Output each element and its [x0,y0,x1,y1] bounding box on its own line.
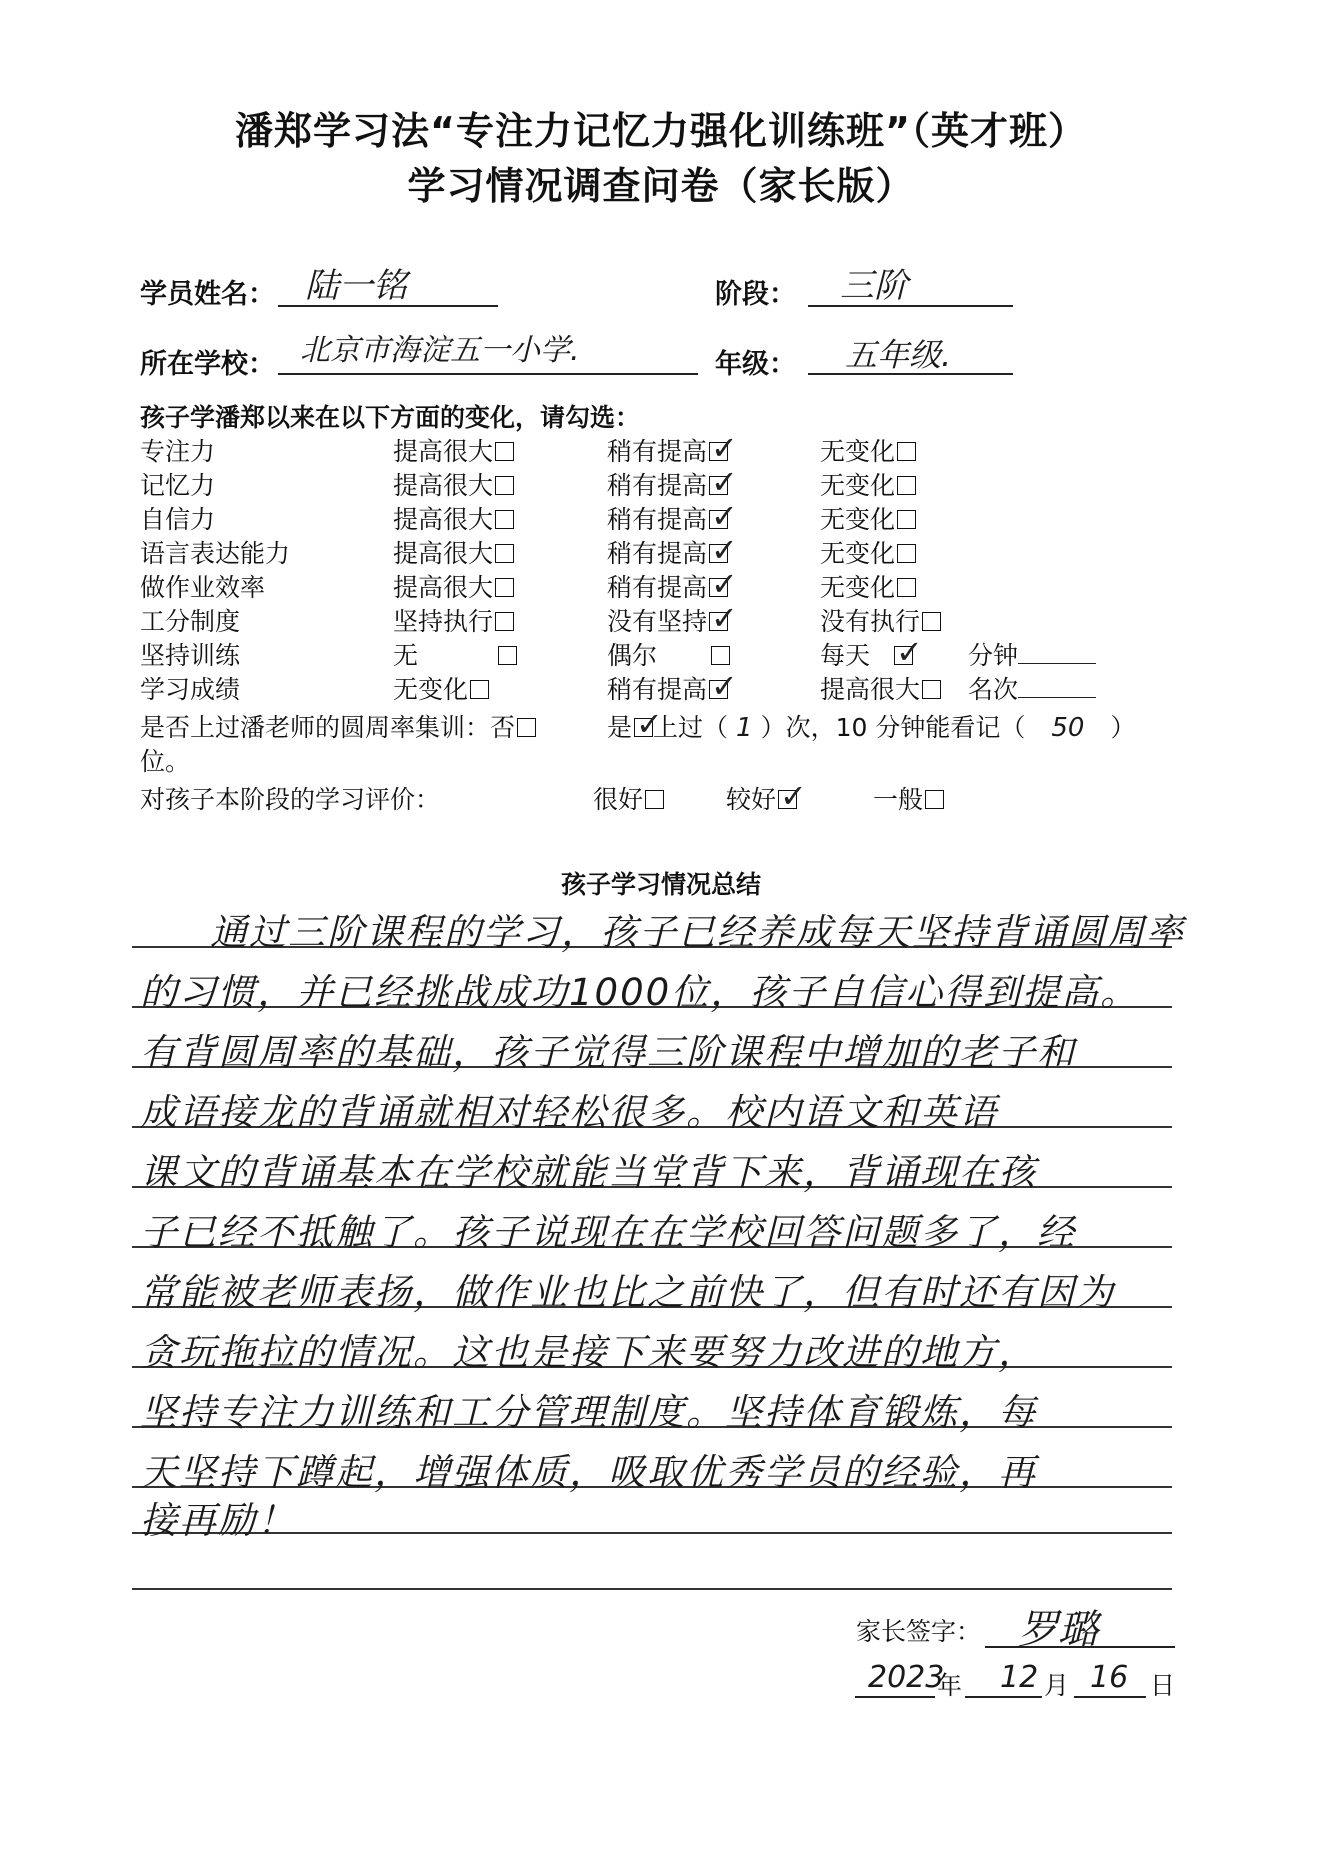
pi-digits-value[interactable]: 50 [1051,713,1085,743]
stage-underline [808,305,1013,307]
change-option-3[interactable]: 无变化 [820,466,916,502]
change-row-name: 记忆力 [140,471,216,500]
change-option-2[interactable]: 稍有提高✓ [607,500,728,536]
summary-line: 接再励！ [140,1499,296,1542]
date-month-underline [965,1696,1042,1698]
signature-label: 家长签字： [856,1617,982,1646]
change-option-3[interactable]: 每天✓ [820,636,913,672]
checkbox[interactable] [922,612,941,631]
change-row-name: 自信力 [140,505,216,534]
signature-name[interactable]: 罗璐 [1018,1607,1098,1653]
pi-digits-unit: 位。 [140,747,191,776]
change-option-2[interactable]: 稍有提高✓ [607,534,728,570]
checkbox-checked[interactable] [894,646,913,665]
date-day-label: 日 [1150,1671,1176,1700]
checkbox[interactable] [922,680,941,699]
checkbox[interactable] [495,544,514,563]
change-row-name: 工分制度 [140,607,241,636]
checkbox-checked[interactable] [709,476,728,495]
summary-line: 有背圆周率的基础，孩子觉得三阶课程中增加的老子和 [140,1031,1076,1074]
checkbox[interactable] [711,646,730,665]
summary-line: 通过三阶课程的学习，孩子已经养成每天坚持背诵圆周率 [210,911,1185,954]
change-option-1[interactable]: 提高很大 [393,534,514,570]
checkbox-checked[interactable] [709,510,728,529]
student-name-underline [278,305,498,307]
training-minutes-field[interactable]: 分钟 [968,636,1096,672]
change-option-2[interactable]: 稍有提高✓ [607,568,728,604]
stage-value[interactable]: 三阶 [840,266,908,306]
summary-line: 贪玩拖拉的情况。这也是接下来要努力改进的地方， [140,1331,1037,1374]
change-option-3[interactable]: 没有执行 [820,602,941,638]
change-option-1[interactable]: 坚持执行 [393,602,514,638]
summary-line: 课文的背诵基本在学校就能当堂背下来，背诵现在孩 [140,1151,1037,1194]
change-option-1[interactable]: 提高很大 [393,466,514,502]
form-title: 潘郑学习法“专注力记忆力强化训练班”（英才班） [235,109,1087,153]
checkbox[interactable] [495,612,514,631]
change-row-name: 语言表达能力 [140,539,291,568]
checkbox[interactable] [470,680,489,699]
change-row-name: 坚持训练 [140,641,241,670]
change-option-3[interactable]: 无变化 [820,568,916,604]
summary-line: 子已经不抵触了。孩子说现在在学校回答问题多了，经 [140,1211,1076,1254]
checkbox-no[interactable] [517,718,536,737]
checkbox-checked[interactable] [709,544,728,563]
evaluation-question: 对孩子本阶段的学习评价： [140,785,441,814]
checkbox[interactable] [645,790,664,809]
summary-line: 坚持专注力训练和工分管理制度。坚持体育锻炼，每 [140,1391,1037,1434]
change-option-1[interactable]: 无 [393,636,517,672]
date-day-underline [1074,1696,1146,1698]
grade-underline [808,373,1013,375]
summary-line: 成语接龙的背诵就相对轻松很多。校内语文和英语 [140,1091,998,1134]
checkbox[interactable] [495,442,514,461]
change-row-name: 专注力 [140,437,216,466]
date-year-value[interactable]: 2023 [868,1660,945,1695]
change-option-2[interactable]: 稍有提高✓ [607,466,728,502]
date-month-label: 月 [1044,1671,1070,1700]
checkbox-checked[interactable] [709,578,728,597]
summary-line: 天坚持下蹲起，增强体质，吸取优秀学员的经验，再 [140,1451,1037,1494]
checkbox[interactable] [897,510,916,529]
changes-prompt: 孩子学潘郑以来在以下方面的变化，请勾选： [140,403,641,432]
rank-field[interactable]: 名次 [968,670,1096,706]
change-row-name: 做作业效率 [140,573,266,602]
change-option-2[interactable]: 稍有提高✓ [607,670,728,706]
student-name-value[interactable]: 陆一铭 [305,266,407,306]
checkbox-yes[interactable] [634,718,653,737]
checkbox[interactable] [897,544,916,563]
change-option-3[interactable]: 无变化 [820,534,916,570]
checkbox-checked[interactable] [709,612,728,631]
pi-training-yes[interactable]: 是✓ 上过（ 1 ）次，10 分钟能看记（ 50 ） [607,708,1135,744]
checkbox[interactable] [897,578,916,597]
date-day-value[interactable]: 16 [1090,1660,1129,1695]
change-row-name: 学习成绩 [140,675,241,704]
change-option-3[interactable]: 无变化 [820,500,916,536]
student-name-label: 学员姓名： [140,279,275,310]
rank-blank[interactable] [1018,677,1096,698]
change-option-1[interactable]: 提高很大 [393,432,514,468]
pi-times-value[interactable]: 1 [736,713,753,743]
pi-training-question: 是否上过潘老师的圆周率集训：否 [140,708,536,744]
checkbox[interactable] [897,476,916,495]
school-label: 所在学校： [140,349,275,380]
school-value[interactable]: 北京市海淀五一小学. [300,333,580,368]
checkbox[interactable] [495,476,514,495]
school-underline [278,373,698,375]
checkbox-checked[interactable] [709,442,728,461]
evaluation-option-3[interactable]: 一般 [873,780,944,816]
checkbox-checked[interactable] [709,680,728,699]
change-option-1[interactable]: 提高很大 [393,568,514,604]
form-subtitle: 学习情况调查问卷（家长版） [407,164,915,208]
checkbox[interactable] [925,790,944,809]
date-month-value[interactable]: 12 [1000,1660,1039,1695]
checkbox[interactable] [495,510,514,529]
change-option-1[interactable]: 无变化 [393,670,489,706]
date-year-underline [855,1696,935,1698]
checkbox-checked[interactable] [778,790,797,809]
change-option-3[interactable]: 无变化 [820,432,916,468]
change-option-3[interactable]: 提高很大 [820,670,941,706]
evaluation-option-1[interactable]: 很好 [593,780,664,816]
change-option-2[interactable]: 偶尔 [607,636,730,672]
checkbox[interactable] [498,646,517,665]
signature-underline [985,1646,1175,1648]
change-option-1[interactable]: 提高很大 [393,500,514,536]
summary-line: 常能被老师表扬，做作业也比之前快了，但有时还有因为 [140,1271,1115,1314]
minutes-blank[interactable] [1018,643,1096,664]
evaluation-option-2[interactable]: 较好✓ [726,780,797,816]
checkbox[interactable] [495,578,514,597]
change-option-2[interactable]: 稍有提高✓ [607,432,728,468]
summary-line: 的习惯，并已经挑战成功1000位，孩子自信心得到提高。 [140,971,1140,1014]
change-option-2[interactable]: 没有坚持✓ [607,602,728,638]
stage-label: 阶段： [715,279,796,310]
grade-label: 年级： [715,349,796,380]
grade-value[interactable]: 五年级. [845,336,952,374]
ruled-line [132,1588,1172,1590]
summary-title: 孩子学习情况总结 [560,870,761,899]
checkbox[interactable] [897,442,916,461]
date-year-label: 年 [937,1671,963,1700]
